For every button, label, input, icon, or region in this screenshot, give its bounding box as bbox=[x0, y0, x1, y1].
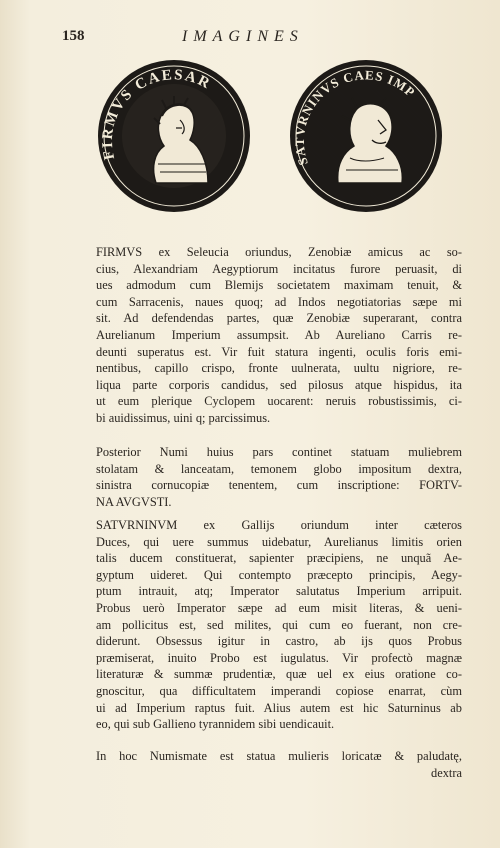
paragraph-reverse-saturninus bbox=[96, 748, 462, 781]
text-line: literaturæ & summæ prudentiæ, quæ uel ex eius oratione co- bbox=[96, 667, 462, 682]
text-line: ui ad Imperium raptus fuit. Alius autem est hic Saturninus ab bbox=[96, 700, 462, 715]
page-header bbox=[62, 28, 462, 48]
text-line: ptum intrauit, atq; Imperator salutatus Imperium arripuit. bbox=[96, 584, 462, 599]
catchword: dextra bbox=[431, 765, 462, 780]
text-line: NA AVGVSTI. bbox=[96, 494, 172, 509]
text-line: liqua parte corporis candidus, sed pilosus atque hispidus, ita bbox=[96, 377, 462, 392]
text-line: præmiserat, inuito Probo est iugulatus. Vir profectò magnæ bbox=[96, 650, 462, 665]
coin-saturninus bbox=[288, 58, 444, 214]
text-line: sit. Ad defendendas partes, quæ Zenobiæ superarant, contra bbox=[96, 311, 462, 326]
text-line: gnoscitur, qua difficultatem imperandi copiose enarrat, cùm bbox=[96, 683, 462, 698]
text-line: am pollicitus est, sed milites, qui cum eo fuerant, non cre- bbox=[96, 617, 462, 632]
coin-legend-right: SATVRNINVS CAES IMP bbox=[291, 67, 419, 168]
text-line: talis ducem constituerat, sapienter præcipiens, ne unquã Ae- bbox=[96, 551, 462, 566]
text-line: Posterior Numi huius pars continet statuam muliebrem bbox=[96, 445, 462, 459]
paragraph-firmus bbox=[96, 244, 462, 427]
text-line: ues admodum cum Blemijs societatem maximam tenuit, & bbox=[96, 278, 462, 293]
coin-firmus bbox=[96, 58, 252, 214]
text-line: bi auidissimus, uini q; parcissimus. bbox=[96, 410, 271, 425]
text-line: Aurelianum Imperium assumpsit. Ab Aureliano Carris re- bbox=[96, 327, 462, 342]
text-line: deunti superatus est. Vir fuit statura ingenti, oculis foris emi- bbox=[96, 344, 462, 359]
text-line: In hoc Numismate est statua mulieris loricatæ & paludatę, bbox=[96, 749, 462, 763]
text-line: sinistra cornucopiæ tenentem, cum inscriptione: FORTV- bbox=[96, 478, 462, 493]
page-number: 158 bbox=[62, 28, 85, 44]
text-line: cius, Alexandriam Aegyptiorum incitatus furore peruasit, di bbox=[96, 261, 462, 276]
text-line: cum Sarracenis, naues quoq; ad Indos negotiatorias sæpe mi bbox=[96, 294, 462, 309]
text-line: FIRMVS ex Seleucia oriundus, Zenobiæ amicus ac so- bbox=[96, 245, 462, 259]
paragraph-reverse-firmus bbox=[96, 444, 462, 510]
paragraph-saturninus bbox=[96, 517, 462, 733]
text-line: ut eum plerique Cyclopem uocarent: neruis robustissimis, ci- bbox=[96, 394, 462, 409]
text-line: diderunt. Obsessus igitur in castro, ab ijs quos Probus bbox=[96, 634, 462, 649]
text-line: SATVRNINVM ex Gallijs oriundum inter cæteros bbox=[96, 518, 462, 532]
text-line: nentibus, capillo crispo, fronte uulnerata, uultu nigriore, re- bbox=[96, 361, 462, 376]
text-line: Duces, qui uere summus uidebatur, Aurelianus limitis orien bbox=[96, 534, 462, 549]
text-line: gyptum uideret. Qui contempto præcepto principis, Aegy- bbox=[96, 567, 462, 582]
running-head: IMAGINES bbox=[182, 28, 304, 45]
text-line: eo, qui sub Gallieno tyrannidem sibi uendicauit. bbox=[96, 717, 335, 732]
coin-legend-left: FIRMVS CAESAR bbox=[99, 67, 214, 162]
text-line: stolatam & lanceatam, temonem globo impositum dextra, bbox=[96, 461, 462, 476]
text-line: Probus uerò Imperator sæpe ad eum misit literas, & ueni- bbox=[96, 600, 462, 615]
